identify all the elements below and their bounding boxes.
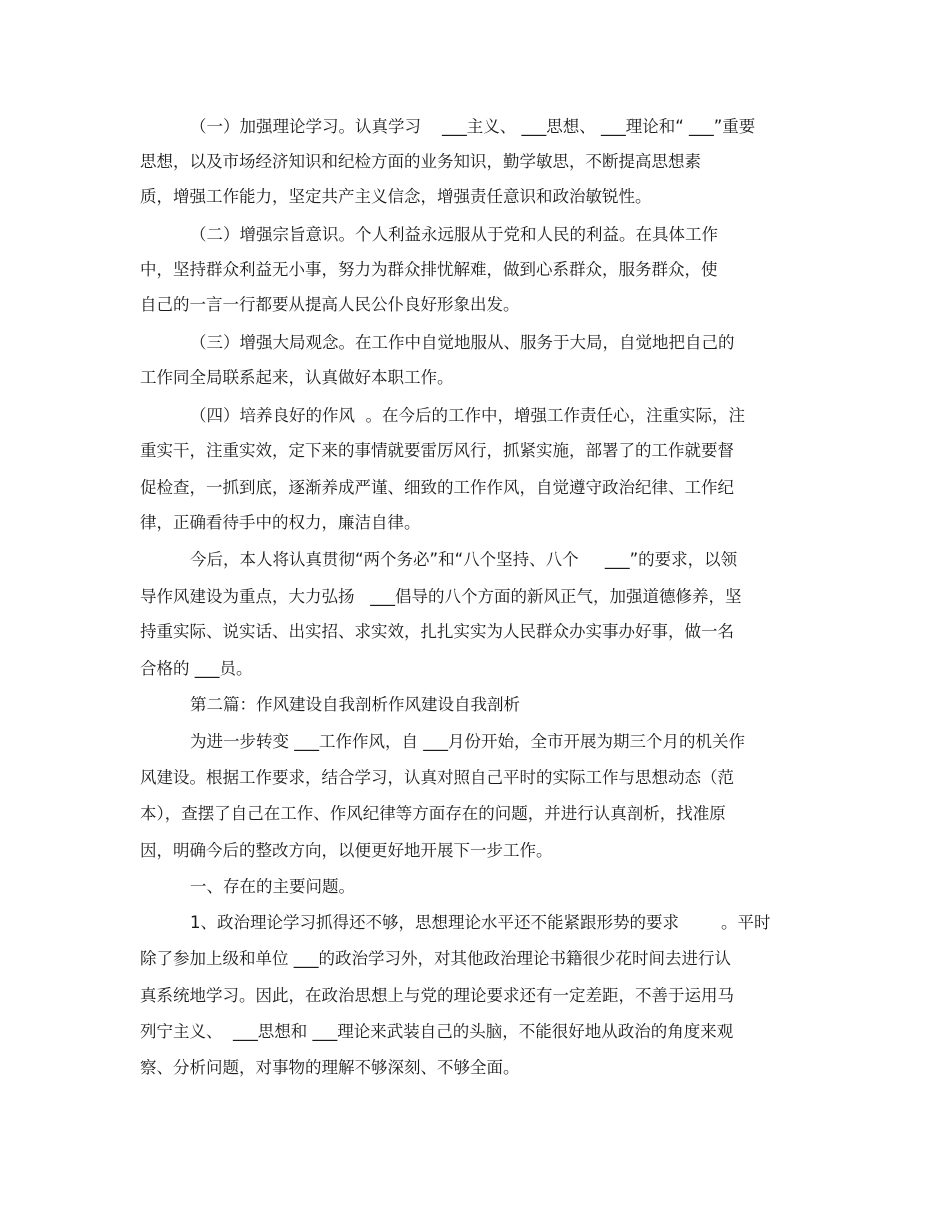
text-line: 本），查摆了自己在工作、作风纪律等方面存在的问题，并进行认真剖析，找准原 [140, 804, 726, 823]
text-line: （四）培养良好的作风 。在今后的工作中，增强工作责任心，注重实际，注 [190, 406, 745, 425]
text-line: 为进一步转变 ___工作作风，自 ___月份开始，全市开展为期三个月的机关作 [190, 732, 745, 751]
text-line: 今后，本人将认真贯彻“两个务必”和“八个坚持、八个 ___”的要求，以领 [190, 550, 738, 569]
text-line: 除了参加上级和单位 ___的政治学习外，对其他政治理论书籍很少花时间去进行认 [140, 949, 731, 968]
text-line: 律，正确看待手中的权力，廉洁自律。 [140, 513, 421, 532]
text-line: 导作风建设为重点，大力弘扬 ___倡导的八个方面的新风正气，加强道德修养，坚 [140, 587, 742, 606]
text-line: 重实干，注重实效，定下来的事情就要雷厉风行，抓紧实施，部署了的工作就要督 [140, 441, 734, 460]
text-line: （一）加强理论学习。认真学习 ___主义、 ___思想、 ___理论和“ ___”重要 [190, 117, 756, 136]
text-line: 因，明确今后的整改方向，以便更好地开展下一步工作。 [140, 841, 553, 860]
section-heading: 第二篇：作风建设自我剖析作风建设自我剖析 [190, 695, 520, 714]
text-line: （二）增强宗旨意识。个人利益永远服从于党和人民的利益。在具体工作 [190, 225, 718, 244]
text-line: 1、政治理论学习抓得还不够，思想理论水平还不能紧跟形势的要求 。平时 [190, 913, 771, 932]
text-line: （三）增强大局观念。在工作中自觉地服从、服务于大局，自觉地把自己的 [190, 333, 735, 352]
subsection-heading: 一、存在的主要问题。 [190, 877, 355, 896]
text-line: 中，坚持群众利益无小事，努力为群众排忧解难，做到心系群众，服务群众，使 [140, 260, 718, 279]
text-line: 质，增强工作能力，坚定共产主义信念，增强责任意识和政治敏锐性。 [140, 187, 652, 206]
text-line: 持重实际、说实话、出实招、求实效，扎扎实实为人民群众办实事办好事，做一名 [140, 622, 734, 641]
text-line: 列宁主义、 ___思想和 ___理论来武装自己的头脑，不能很好地从政治的角度来观 [140, 1022, 734, 1041]
text-line: 合格的 ___员。 [140, 659, 253, 678]
text-line: 思想，以及市场经济知识和纪检方面的业务知识，勤学敏思，不断提高思想素 [140, 152, 701, 171]
text-line: 工作同全局联系起来，认真做好本职工作。 [140, 368, 454, 387]
text-line: 察、分析问题，对事物的理解不够深刻、不够全面。 [140, 1058, 520, 1077]
text-line: 促检查，一抓到底，逐渐养成严谨、细致的工作作风，自觉遵守政治纪律、工作纪 [140, 478, 734, 497]
text-line: 真系统地学习。因此，在政治思想上与党的理论要求还有一定差距，不善于运用马 [140, 986, 734, 1005]
text-line: 风建设。根据工作要求，结合学习，认真对照自己平时的实际工作与思想动态（范 [140, 768, 734, 787]
text-line: 自己的一言一行都要从提高人民公仆良好形象出发。 [140, 295, 520, 314]
